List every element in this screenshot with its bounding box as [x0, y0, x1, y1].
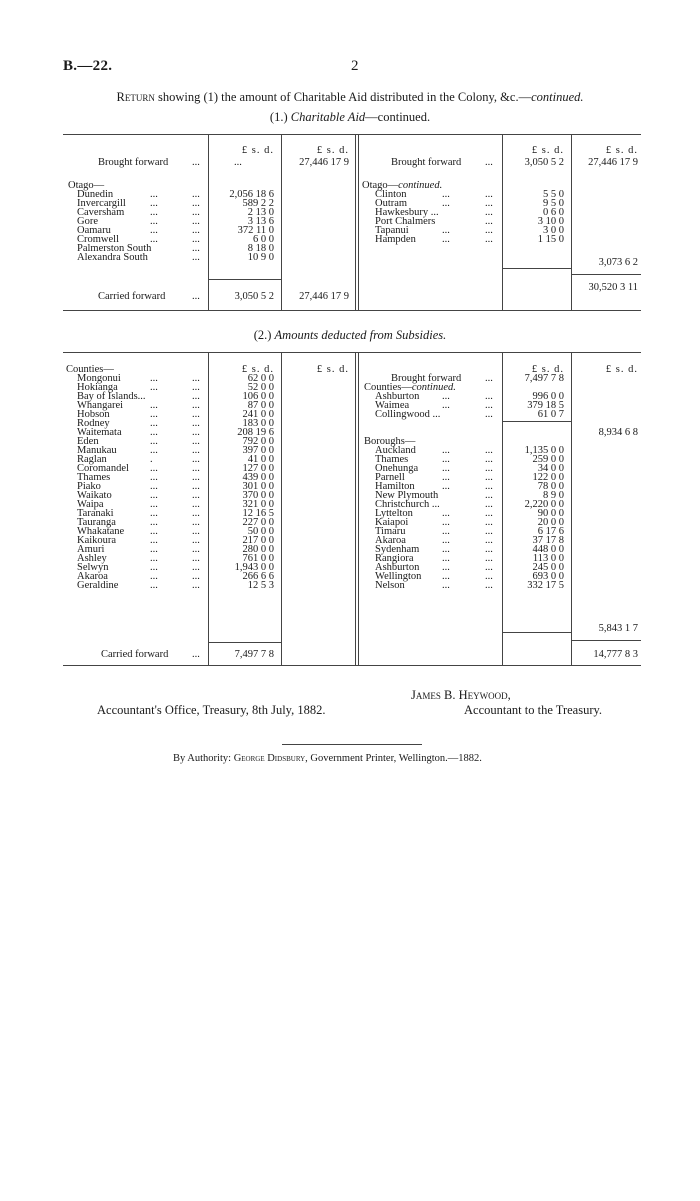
list-item: Taranaki [77, 508, 114, 519]
amount: 397 0 0 [242, 445, 274, 456]
signatory-name [411, 688, 511, 703]
leader-dots-column: ... ... ... ... ... ... ... ... ... ... ... ... ... ... [442, 445, 450, 591]
leader-dots-column: ... ... ... [485, 391, 493, 420]
amount: 693 0 0 [532, 571, 564, 582]
leader-dots-column: ... ... ... ... ... ... ... ... . ... ... ... ... ... ... ... ... ... ... ... ... ... ... [150, 373, 158, 591]
sum-rule [208, 279, 281, 280]
list-item: Piako [77, 481, 101, 492]
carried-forward-total: 27,446 17 9 [299, 291, 349, 302]
amount: 379 18 5 [527, 400, 564, 411]
list-item: Ashley [77, 553, 107, 564]
money-heading: £ s. d. [531, 145, 564, 156]
list-item: Hokianga [77, 382, 118, 393]
list-item: Ashburton [375, 562, 420, 573]
amount: 245 0 0 [532, 562, 564, 573]
title-lead: Return [116, 90, 155, 104]
list-item: Ashburton [375, 391, 420, 402]
page-number: 2 [351, 58, 359, 74]
amount: 266 6 6 [242, 571, 274, 582]
amount: 370 0 0 [242, 490, 274, 501]
amount: 0 6 0 [543, 207, 564, 218]
list-item: Christchurch ... [375, 499, 440, 510]
list-item: Waimea [375, 400, 410, 411]
list-item: Whakatane [77, 526, 125, 537]
section2-number: (2.) [253, 328, 275, 342]
leader-dots-column: ... ... ... ... ... ... ... ... [192, 189, 200, 263]
list-item: Waikato [77, 490, 112, 501]
amount: 122 0 0 [532, 472, 564, 483]
money-heading: £ s. d. [605, 364, 638, 375]
otago-cont-amounts-column [504, 190, 564, 244]
list-item: Akaroa [375, 535, 406, 546]
footer-rule [282, 744, 422, 745]
sum-rule [502, 421, 571, 422]
carried-forward-subtotal: 7,497 7 8 [234, 649, 274, 660]
amount: 2,056 18 6 [229, 189, 274, 200]
amount: 61 0 7 [537, 409, 564, 420]
amount: 127 0 0 [242, 463, 274, 474]
list-item: Hobson [77, 409, 110, 420]
leader-dots-column: ... ... ... ... ... ... ... ... ... ... ... ... ... ... ... ... ... ... ... ... ... ... ... ... [192, 373, 200, 591]
amount: 12 5 3 [247, 580, 274, 591]
amount: 34 0 0 [537, 463, 564, 474]
amount: 1,135 0 0 [524, 445, 564, 456]
amount: 996 0 0 [532, 391, 564, 402]
table1-vline [502, 134, 503, 310]
list-item: Nelson [375, 580, 405, 591]
list-item: Hampden [375, 234, 416, 245]
carried-forward-subtotal: 3,050 5 2 [234, 291, 274, 302]
signatory-title: Accountant to the Treasury. [464, 703, 603, 717]
amount: 217 0 0 [242, 535, 274, 546]
authority-lead: By Authority: [173, 753, 234, 764]
sum-rule [571, 640, 641, 641]
list-item: Akaroa [77, 571, 108, 582]
amount: 448 0 0 [532, 544, 564, 555]
amount: 90 0 0 [537, 508, 564, 519]
section2-italic-title: Amounts deducted from Subsidies. [274, 328, 447, 342]
document-reference: B.—22. [63, 58, 113, 74]
amount: 208 19 6 [237, 427, 274, 438]
amount: 259 0 0 [532, 454, 564, 465]
amount: 227 0 0 [242, 517, 274, 528]
amount: 8 9 0 [543, 490, 564, 501]
amount: 5 5 0 [543, 189, 564, 200]
amount: 321 0 0 [242, 499, 274, 510]
list-item: Oamaru [77, 225, 111, 236]
amount: 10 9 0 [247, 252, 274, 263]
signatory-text: James B. Heywood, [411, 688, 511, 702]
list-item: Coromandel [77, 463, 129, 474]
carried-forward-label: Carried forward [98, 291, 166, 302]
leader-dots: ... [485, 373, 493, 384]
leader-dots-column: ... ... ... ... [442, 189, 450, 245]
brought-forward-total: 27,446 17 9 [299, 157, 349, 168]
list-item: Kaiapoi [375, 517, 409, 528]
leader-dots: ... [192, 291, 200, 302]
return-title [0, 90, 700, 105]
counties-names-column [77, 374, 187, 590]
list-item: Rodney [77, 418, 110, 429]
leader-dots-column: ... ... ... ... ... ... [485, 189, 493, 245]
amount: 106 0 0 [242, 391, 274, 402]
amount: 2,220 0 0 [524, 499, 564, 510]
amount: 439 0 0 [242, 472, 274, 483]
brought-forward-label: Brought forward [391, 157, 462, 168]
list-item: Raglan [77, 454, 107, 465]
amount: 589 2 2 [242, 198, 274, 209]
boroughs-names-column [375, 446, 485, 590]
group-label: Otago—continued. [362, 180, 443, 191]
list-item: Mongonui [77, 373, 121, 384]
amount: 37 17 8 [532, 535, 564, 546]
amount: 372 11 0 [237, 225, 274, 236]
list-item: Tapanui [375, 225, 409, 236]
amount: 761 0 0 [242, 553, 274, 564]
table2-top-rule [63, 352, 641, 353]
amount: 20 0 0 [537, 517, 564, 528]
brought-forward-ellipsis: ... [234, 157, 242, 168]
amount: 8 18 0 [247, 243, 274, 254]
otago-cont-names-column [375, 190, 485, 244]
sum-rule [502, 268, 571, 269]
money-heading: £ s. d. [605, 145, 638, 156]
title-continued: continued. [531, 90, 584, 104]
list-item: Caversham [77, 207, 125, 218]
group-label: Counties— [66, 364, 114, 375]
authority-rest: , Government Printer, Wellington.—1882. [305, 753, 482, 764]
money-heading: £ s. d. [531, 364, 564, 375]
table2-vline [358, 352, 359, 665]
table2-vline [571, 352, 572, 665]
amount: 12 16 5 [242, 508, 274, 519]
table1-vline [358, 134, 359, 310]
table1-vline [281, 134, 282, 310]
list-item: Eden [77, 436, 99, 447]
amount: 301 0 0 [242, 481, 274, 492]
printer-authority [173, 753, 482, 764]
otago-subtotal: 3,073 6 2 [598, 257, 638, 268]
list-item: Geraldine [77, 580, 119, 591]
amount: 52 0 0 [247, 382, 274, 393]
brought-forward-subtotal: 3,050 5 2 [524, 157, 564, 168]
money-heading: £ s. d. [316, 364, 349, 375]
list-item: Thames [375, 454, 409, 465]
title-rest: showing (1) the amount of Charitable Aid distributed in the Colony, &c.— [154, 90, 532, 104]
amount: 1,943 0 0 [234, 562, 274, 573]
section2-grand-total: 14,777 8 3 [593, 649, 638, 660]
printer-name: George Didsbury [233, 753, 306, 764]
list-item: Whangarei [77, 400, 124, 411]
list-item: Hamilton [375, 481, 415, 492]
list-item: Bay of Islands... [77, 391, 146, 402]
list-item: Lyttelton [375, 508, 413, 519]
list-item: Manukau [77, 445, 117, 456]
sum-rule [502, 632, 571, 633]
amount: 3 0 0 [543, 225, 564, 236]
sum-rule [571, 274, 641, 275]
office-and-date: Accountant's Office, Treasury, 8th July, 1882. [97, 703, 326, 717]
list-item: Gore [77, 216, 98, 227]
boroughs-subtotal: 5,843 1 7 [598, 623, 638, 634]
amount: 78 0 0 [537, 481, 564, 492]
list-item: Cromwell [77, 234, 119, 245]
amount: 50 0 0 [247, 526, 274, 537]
brought-forward-label: Brought forward [98, 157, 169, 168]
brought-forward-label: Brought forward [391, 373, 462, 384]
boroughs-amounts-column [504, 446, 564, 590]
amount: 6 0 0 [253, 234, 274, 245]
carried-forward-label: Carried forward [101, 649, 169, 660]
list-item: Rangiora [375, 553, 414, 564]
list-item: Amuri [77, 544, 105, 555]
table1-vline [208, 134, 209, 310]
counties-amounts-column [210, 374, 274, 590]
counties-cont-amounts-column [504, 392, 564, 419]
list-item: Wellington [375, 571, 422, 582]
counties-subtotal: 8,934 6 8 [598, 427, 638, 438]
leader-dots: ... [192, 649, 200, 660]
list-item: Port Chalmers [375, 216, 436, 227]
list-item: Clinton [375, 189, 407, 200]
list-item: Hawkesbury ... [375, 207, 439, 218]
leader-dots: ... [192, 157, 200, 168]
group-label: Counties—continued. [364, 382, 456, 393]
brought-forward-total: 27,446 17 9 [588, 157, 638, 168]
list-item: Tauranga [77, 517, 116, 528]
list-item: Outram [375, 198, 408, 209]
table2-vline [502, 352, 503, 665]
amount: 792 0 0 [242, 436, 274, 447]
money-heading: £ s. d. [241, 364, 274, 375]
amount: 9 5 0 [543, 198, 564, 209]
leader-dots: ... [485, 157, 493, 168]
table2-vline [208, 352, 209, 665]
list-item: Dunedin [77, 189, 114, 200]
section1-title-rest: —continued. [365, 110, 431, 124]
counties-cont-names-column [375, 392, 485, 419]
amount: 113 0 0 [532, 553, 564, 564]
list-item: Onehunga [375, 463, 419, 474]
leader-dots-column: ... ... ... ... ... ... [150, 189, 158, 245]
table2-vline [355, 352, 356, 665]
table1-bottom-rule [63, 310, 641, 311]
table1-vline [571, 134, 572, 310]
amount: 3 13 6 [247, 216, 274, 227]
table2-bottom-rule [63, 665, 641, 666]
list-item: Collingwood ... [375, 409, 441, 420]
list-item: Invercargill [77, 198, 126, 209]
section1-number: (1.) [269, 110, 291, 124]
table1-vline [355, 134, 356, 310]
list-item: New Plymouth [375, 490, 439, 501]
money-heading: £ s. d. [241, 145, 274, 156]
list-item: Selwyn [77, 562, 109, 573]
list-item: Timaru [375, 526, 406, 537]
amount: 41 0 0 [247, 454, 274, 465]
list-item: Sydenham [375, 544, 420, 555]
leader-dots-column: ... ... ... ... ... ... ... ... ... ... ... ... ... ... ... ... [485, 445, 493, 591]
sum-rule [208, 642, 281, 643]
list-item: Alexandra South [77, 252, 148, 263]
list-item: Kaikoura [77, 535, 117, 546]
amount: 62 0 0 [247, 373, 274, 384]
amount: 332 17 5 [527, 580, 564, 591]
amount: 3 10 0 [537, 216, 564, 227]
list-item: Thames [77, 472, 111, 483]
amount: 183 0 0 [242, 418, 274, 429]
table1-top-rule [63, 134, 641, 135]
section1-italic-title: Charitable Aid [290, 110, 366, 124]
amount: 87 0 0 [247, 400, 274, 411]
list-item: Palmerston South [77, 243, 152, 254]
section1-grand-total: 30,520 3 11 [588, 282, 638, 293]
otago-amounts-column [210, 190, 274, 262]
amount: 1 15 0 [537, 234, 564, 245]
amount: 280 0 0 [242, 544, 274, 555]
table2-vline [281, 352, 282, 665]
leader-dots-column: ... ... [442, 391, 450, 411]
list-item: Waipa [77, 499, 104, 510]
list-item: Waitemata [77, 427, 122, 438]
amount: 6 17 6 [537, 526, 564, 537]
amount: 241 0 0 [242, 409, 274, 420]
amount: 2 13 0 [247, 207, 274, 218]
list-item: Auckland [375, 445, 416, 456]
section1-heading [0, 110, 700, 125]
list-item: Parnell [375, 472, 405, 483]
brought-forward-subtotal: 7,497 7 8 [524, 373, 564, 384]
otago-names-column [77, 190, 187, 262]
group-label: Otago— [68, 180, 105, 191]
group-label: Boroughs— [364, 436, 416, 447]
money-heading: £ s. d. [316, 145, 349, 156]
section2-heading [0, 328, 700, 343]
